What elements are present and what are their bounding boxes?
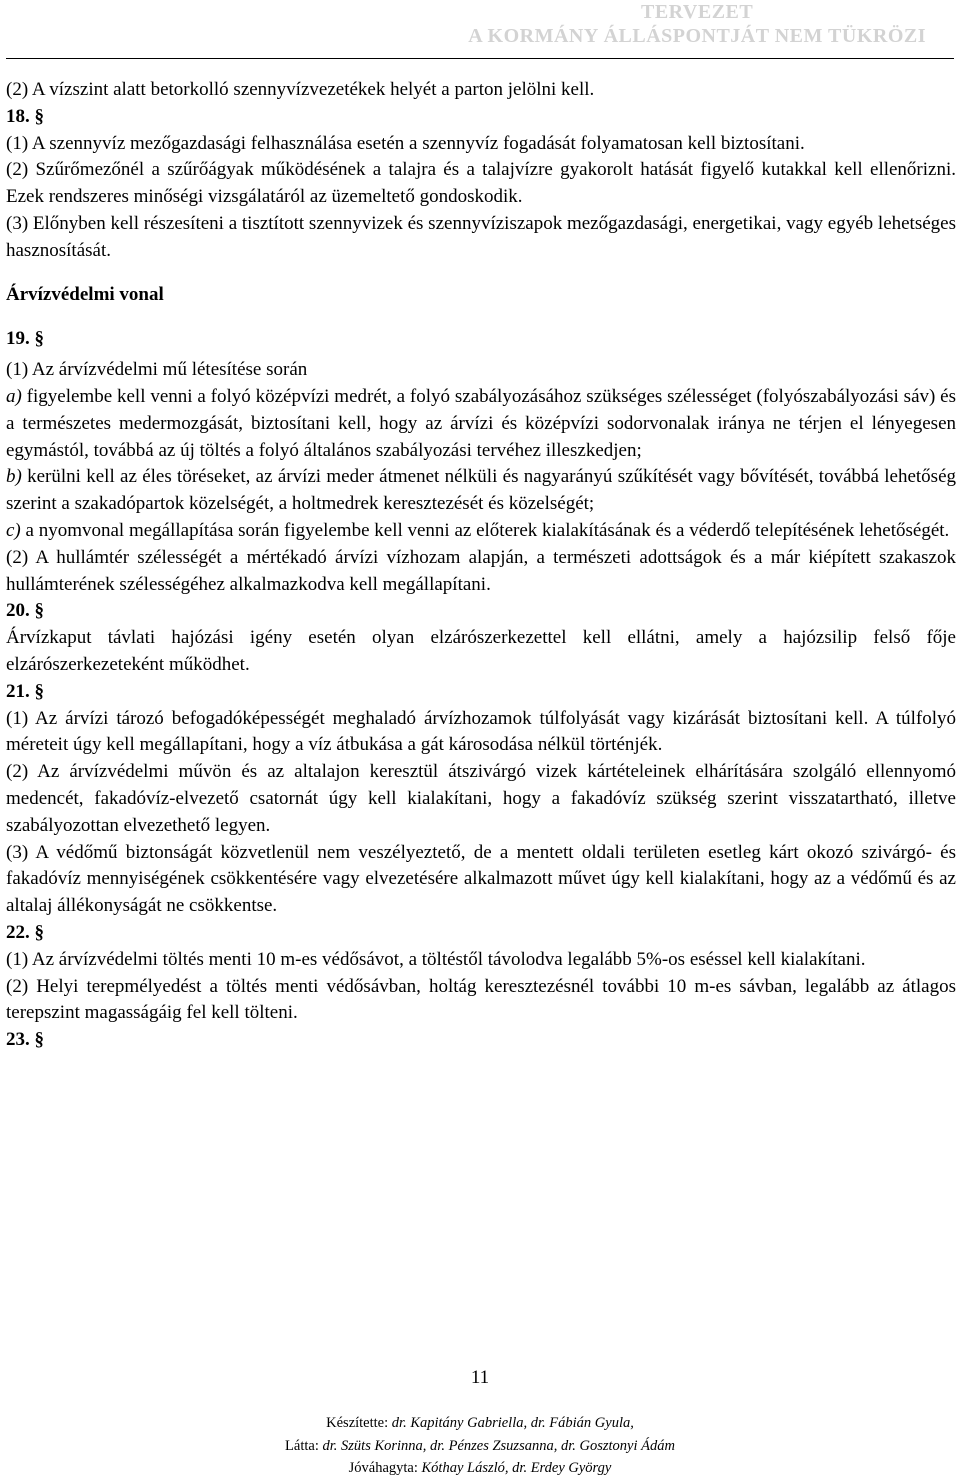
section-number: 22. § (6, 921, 44, 943)
footer-names: dr. Szüts Korinna, dr. Pénzes Zsuzsanna, dr. Gosztonyi Ádám (322, 1437, 675, 1454)
footer-label: Jóváhagyta: (348, 1460, 422, 1476)
paragraph: (1) Az árvízvédelmi töltés menti 10 m-es védősávot, a töltéstől távolodva legalább 5%-os eséssel kell kialakítani. (6, 948, 866, 970)
list-item-text: kerülni kell az éles töréseket, az árvízi meder átmenet nélküli és nagyarányú szűkítését vagy bővítését, továbbá lehetőség szerint a szakadópartok közelségét, a holtmedrek keresztezését és közelségét; (6, 466, 956, 515)
paragraph: (1) Az árvízi tározó befogadóképességét meghaladó árvízhozamok túlfolyását vagy kizárását biztosítani kell. A túlfolyó méreteit úgy kell megállapítani, hogy a víz átbukása a gát károsodása nélkül történjék. (6, 707, 956, 756)
draft-watermark (468, 0, 926, 48)
list-item (6, 384, 956, 464)
list-item (6, 518, 956, 545)
document-body (6, 77, 956, 1054)
section-heading: Árvízvédelmi vonal (6, 283, 164, 305)
footer-label: Készítette: (326, 1415, 392, 1431)
watermark-line-2: A KORMÁNY ÁLLÁSPONTJÁT NEM TÜKRÖZI (468, 25, 926, 47)
list-item-label: c) (6, 519, 21, 541)
paragraph: (2) Az árvízvédelmi művön és az altalajon keresztül átszivárgó vizek kártételeinek elhárítására szolgáló ellennyomó medencét, fakadóvíz-elvezető csatornát úgy kell kialakítani, hogy a fakadóvíz szükség szerint visszatartható, illetve szabályozottan elvezethető legyen. (6, 761, 956, 836)
list-item-text: figyelembe kell venni a folyó középvízi medrét, a folyó szabályozásához szükséges szélességet (folyószabályozási sáv) és a természetes medermozgását, biztosítani kell, hogy az árvízi és középvízi sodorvonalak iránya ne térjen el lényegesen egymástól, továbbá az új töltés a folyó általános szabályozási tervéhez illeszkedjen; (6, 385, 956, 461)
list-item-text: a nyomvonal megállapítása során figyelembe kell venni az előterek kialakításának és a véderdő telepítésének lehetőségét. (20, 519, 950, 541)
list-item-label: b) (6, 466, 22, 488)
paragraph: (1) A szennyvíz mezőgazdasági felhasználása esetén a szennyvíz fogadását folyamatosan kell biztosítani. (6, 132, 805, 154)
paragraph: (2) Szűrőmezőnél a szűrőágyak működésének a talajra és a talajvízre gyakorolt hatását figyelő kutakkal kell ellenőrizni. Ezek rendszeres minőségi vizsgálatáról az üzemeltető gondoskodik. (6, 159, 956, 208)
footer-label: Látta: (285, 1437, 323, 1454)
section-number: 19. § (6, 328, 44, 350)
header-divider (6, 58, 954, 59)
list-item (6, 464, 956, 518)
footer-names: Kóthay László, dr. Erdey György (421, 1460, 612, 1476)
footer-reviewed-by (0, 1435, 960, 1458)
watermark-line-1: TERVEZET (640, 1, 754, 23)
footer-names: dr. Kapitány Gabriella, dr. Fábián Gyula, (391, 1415, 634, 1431)
paragraph: (2) A vízszint alatt betorkolló szennyvízvezetékek helyét a parton jelölni kell. (6, 79, 595, 100)
paragraph: (2) Helyi terepmélyedést a töltés menti védősávban, holtág keresztezésnél további 10 m-es sávban, legalább az átlagos terepszint magasságáig fel kell tölteni. (6, 975, 956, 1024)
paragraph: (3) Előnyben kell részesíteni a tisztított szennyvizek és szennyvíziszapok mezőgazdasági, energetikai, vagy egyéb lehetséges hasznosítását. (6, 212, 956, 261)
section-number: 18. § (6, 105, 44, 127)
section-number: 23. § (6, 1029, 44, 1051)
list-item-label: a) (6, 385, 22, 407)
section-number: 20. § (6, 600, 44, 622)
paragraph: Árvízkaput távlati hajózási igény esetén olyan elzárószerkezettel kell ellátni, amely a hajózsilip felső fője elzárószerkezeteként működhet. (6, 627, 956, 675)
footer-prepared-by (0, 1412, 960, 1435)
page-number: 11 (470, 1367, 490, 1388)
document-footer (0, 1412, 960, 1480)
paragraph: (1) Az árvízvédelmi mű létesítése során (6, 359, 308, 381)
paragraph: (3) A védőmű biztonságát közvetlenül nem veszélyeztető, de a mentett oldali területen esetleg kárt okozó szivárgó- és fakadóvíz mennyiségének csökkentésére vagy elvezetésére alkalmazott művet úgy kell kialakítani, hogy az a védőmű és az altalaj állékonyságát ne csökkentse. (6, 841, 956, 917)
paragraph: (2) A hullámtér szélességét a mértékadó árvízi vízhozam alapján, a természeti adottságok és a már kiépített szakaszok hullámterének szélességéhez alkalmazkodva kell megállapítani. (6, 546, 956, 595)
section-number: 21. § (6, 680, 44, 702)
footer-approved-by (0, 1457, 960, 1480)
